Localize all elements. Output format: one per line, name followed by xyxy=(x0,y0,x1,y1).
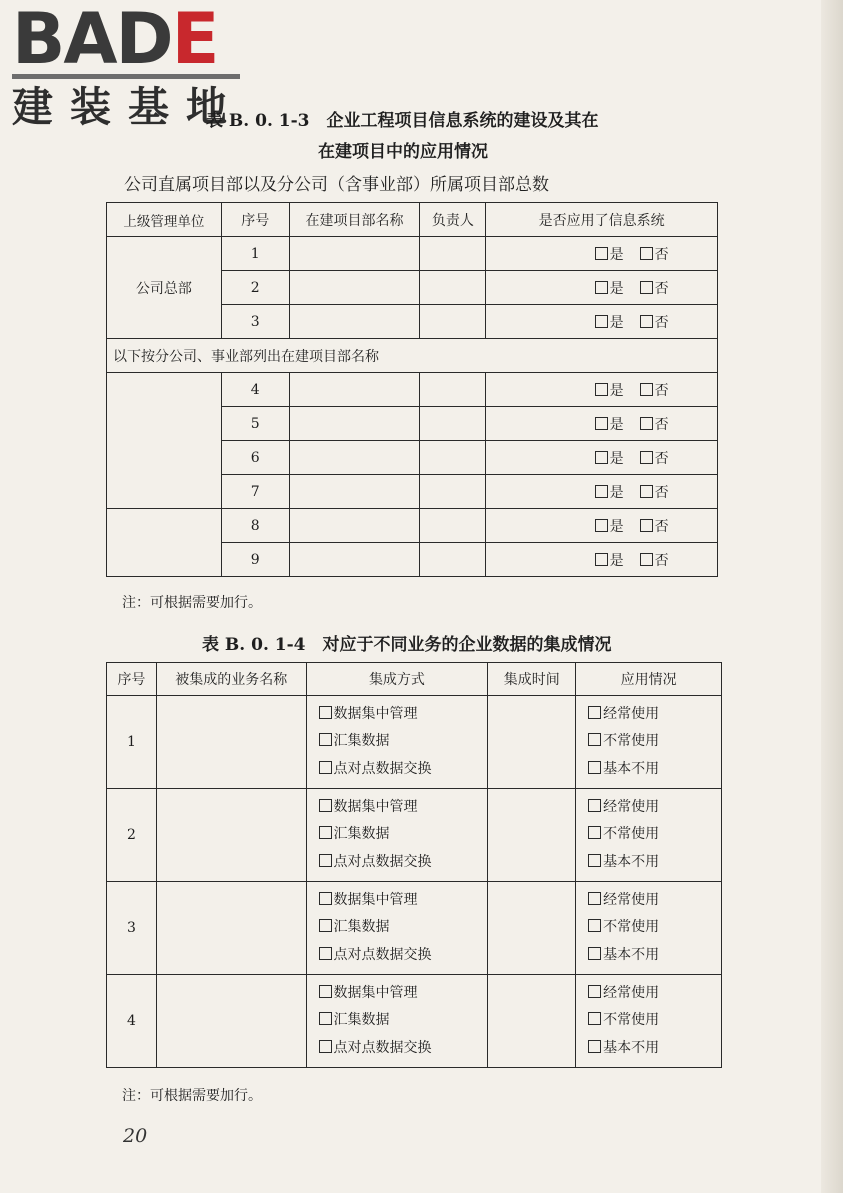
usage-options: 经常使用 不常使用 基本不用 xyxy=(576,789,722,882)
method-checkbox[interactable] xyxy=(319,892,332,905)
section-row xyxy=(107,339,718,373)
method-checkbox[interactable] xyxy=(319,733,332,746)
row-seq: 3 xyxy=(107,882,157,975)
usage-checkbox[interactable] xyxy=(588,892,601,905)
yes-no-cell: 是 否 xyxy=(486,475,718,509)
table2-caption: 表 B. 0. 1-4 对应于不同业务的企业数据的集成情况 xyxy=(202,635,612,655)
usage-checkbox[interactable] xyxy=(588,1040,601,1053)
method-checkbox[interactable] xyxy=(319,1012,332,1025)
logo-brand: BADE xyxy=(12,0,218,80)
table-row xyxy=(107,373,718,407)
page-edge xyxy=(821,0,843,1193)
project-info-table xyxy=(106,202,718,577)
usage-checkbox[interactable] xyxy=(588,733,601,746)
table1-caption-line2: 在建项目中的应用情况 xyxy=(318,142,488,162)
row-seq: 8 xyxy=(221,509,289,543)
usage-checkbox[interactable] xyxy=(588,1012,601,1025)
no-checkbox[interactable] xyxy=(640,485,653,498)
method-checkbox[interactable] xyxy=(319,854,332,867)
table-row xyxy=(107,789,722,882)
table-row xyxy=(107,237,718,271)
yes-no-cell: 是 否 xyxy=(486,271,718,305)
data-integration-table xyxy=(106,662,722,1068)
no-checkbox[interactable] xyxy=(640,315,653,328)
no-checkbox[interactable] xyxy=(640,417,653,430)
table-header-row xyxy=(107,663,722,696)
yes-checkbox[interactable] xyxy=(595,519,608,532)
header-business: 被集成的业务名称 xyxy=(156,663,306,696)
method-options: 数据集中管理 汇集数据 点对点数据交换 xyxy=(306,789,488,882)
yes-checkbox[interactable] xyxy=(595,281,608,294)
yes-checkbox[interactable] xyxy=(595,247,608,260)
no-checkbox[interactable] xyxy=(640,451,653,464)
no-checkbox[interactable] xyxy=(640,519,653,532)
yes-no-cell: 是 否 xyxy=(486,305,718,339)
row-seq: 4 xyxy=(221,373,289,407)
method-checkbox[interactable] xyxy=(319,985,332,998)
yes-no-cell: 是 否 xyxy=(486,441,718,475)
usage-checkbox[interactable] xyxy=(588,854,601,867)
header-method: 集成方式 xyxy=(306,663,488,696)
usage-checkbox[interactable] xyxy=(588,947,601,960)
method-checkbox[interactable] xyxy=(319,799,332,812)
table-row xyxy=(107,509,718,543)
table-row xyxy=(107,882,722,975)
usage-options: 经常使用 不常使用 基本不用 xyxy=(576,975,722,1068)
method-options: 数据集中管理 汇集数据 点对点数据交换 xyxy=(306,696,488,789)
method-options: 数据集中管理 汇集数据 点对点数据交换 xyxy=(306,882,488,975)
table1-subtitle: 公司直属项目部以及分公司（含事业部）所属项目部总数 xyxy=(124,175,549,195)
row-seq: 9 xyxy=(221,543,289,577)
yes-no-cell: 是 否 xyxy=(486,237,718,271)
header-usage: 应用情况 xyxy=(576,663,722,696)
no-checkbox[interactable] xyxy=(640,247,653,260)
row-seq: 1 xyxy=(221,237,289,271)
usage-checkbox[interactable] xyxy=(588,826,601,839)
row-seq: 3 xyxy=(221,305,289,339)
usage-checkbox[interactable] xyxy=(588,799,601,812)
group-cell-empty xyxy=(107,509,222,577)
header-time: 集成时间 xyxy=(488,663,576,696)
method-checkbox[interactable] xyxy=(319,706,332,719)
method-checkbox[interactable] xyxy=(319,1040,332,1053)
header-applied: 是否应用了信息系统 xyxy=(486,203,718,237)
table2-note: 注：可根据需要加行。 xyxy=(122,1088,262,1104)
no-checkbox[interactable] xyxy=(640,281,653,294)
header-project-name: 在建项目部名称 xyxy=(289,203,420,237)
row-seq: 7 xyxy=(221,475,289,509)
usage-checkbox[interactable] xyxy=(588,919,601,932)
no-checkbox[interactable] xyxy=(640,383,653,396)
yes-checkbox[interactable] xyxy=(595,383,608,396)
logo-tagline: 建装基地 xyxy=(12,83,244,131)
row-seq: 5 xyxy=(221,407,289,441)
usage-checkbox[interactable] xyxy=(588,706,601,719)
group-cell: 公司总部 xyxy=(107,237,222,339)
row-seq: 4 xyxy=(107,975,157,1068)
row-seq: 1 xyxy=(107,696,157,789)
method-options: 数据集中管理 汇集数据 点对点数据交换 xyxy=(306,975,488,1068)
method-checkbox[interactable] xyxy=(319,919,332,932)
table1-note: 注：可根据需要加行。 xyxy=(122,595,262,611)
method-checkbox[interactable] xyxy=(319,761,332,774)
header-seq: 序号 xyxy=(221,203,289,237)
yes-checkbox[interactable] xyxy=(595,451,608,464)
yes-no-cell: 是 否 xyxy=(486,509,718,543)
row-seq: 2 xyxy=(221,271,289,305)
header-seq: 序号 xyxy=(107,663,157,696)
no-checkbox[interactable] xyxy=(640,553,653,566)
table1-caption-line1: 表 B. 0. 1-3 企业工程项目信息系统的建设及其在 xyxy=(206,111,599,131)
table-row xyxy=(107,696,722,789)
row-seq: 2 xyxy=(107,789,157,882)
header-manager: 负责人 xyxy=(420,203,486,237)
yes-no-cell: 是 否 xyxy=(486,543,718,577)
row-seq: 6 xyxy=(221,441,289,475)
header-unit: 上级管理单位 xyxy=(107,203,222,237)
usage-checkbox[interactable] xyxy=(588,761,601,774)
yes-checkbox[interactable] xyxy=(595,553,608,566)
page-number: 20 xyxy=(123,1125,148,1147)
method-checkbox[interactable] xyxy=(319,947,332,960)
yes-checkbox[interactable] xyxy=(595,315,608,328)
usage-options: 经常使用 不常使用 基本不用 xyxy=(576,696,722,789)
yes-checkbox[interactable] xyxy=(595,417,608,430)
group-cell-empty xyxy=(107,373,222,509)
yes-no-cell: 是 否 xyxy=(486,373,718,407)
section-label: 以下按分公司、事业部列出在建项目部名称 xyxy=(107,339,718,373)
table-header-row xyxy=(107,203,718,237)
yes-no-cell: 是 否 xyxy=(486,407,718,441)
table-row xyxy=(107,975,722,1068)
usage-checkbox[interactable] xyxy=(588,985,601,998)
usage-options: 经常使用 不常使用 基本不用 xyxy=(576,882,722,975)
method-checkbox[interactable] xyxy=(319,826,332,839)
yes-checkbox[interactable] xyxy=(595,485,608,498)
